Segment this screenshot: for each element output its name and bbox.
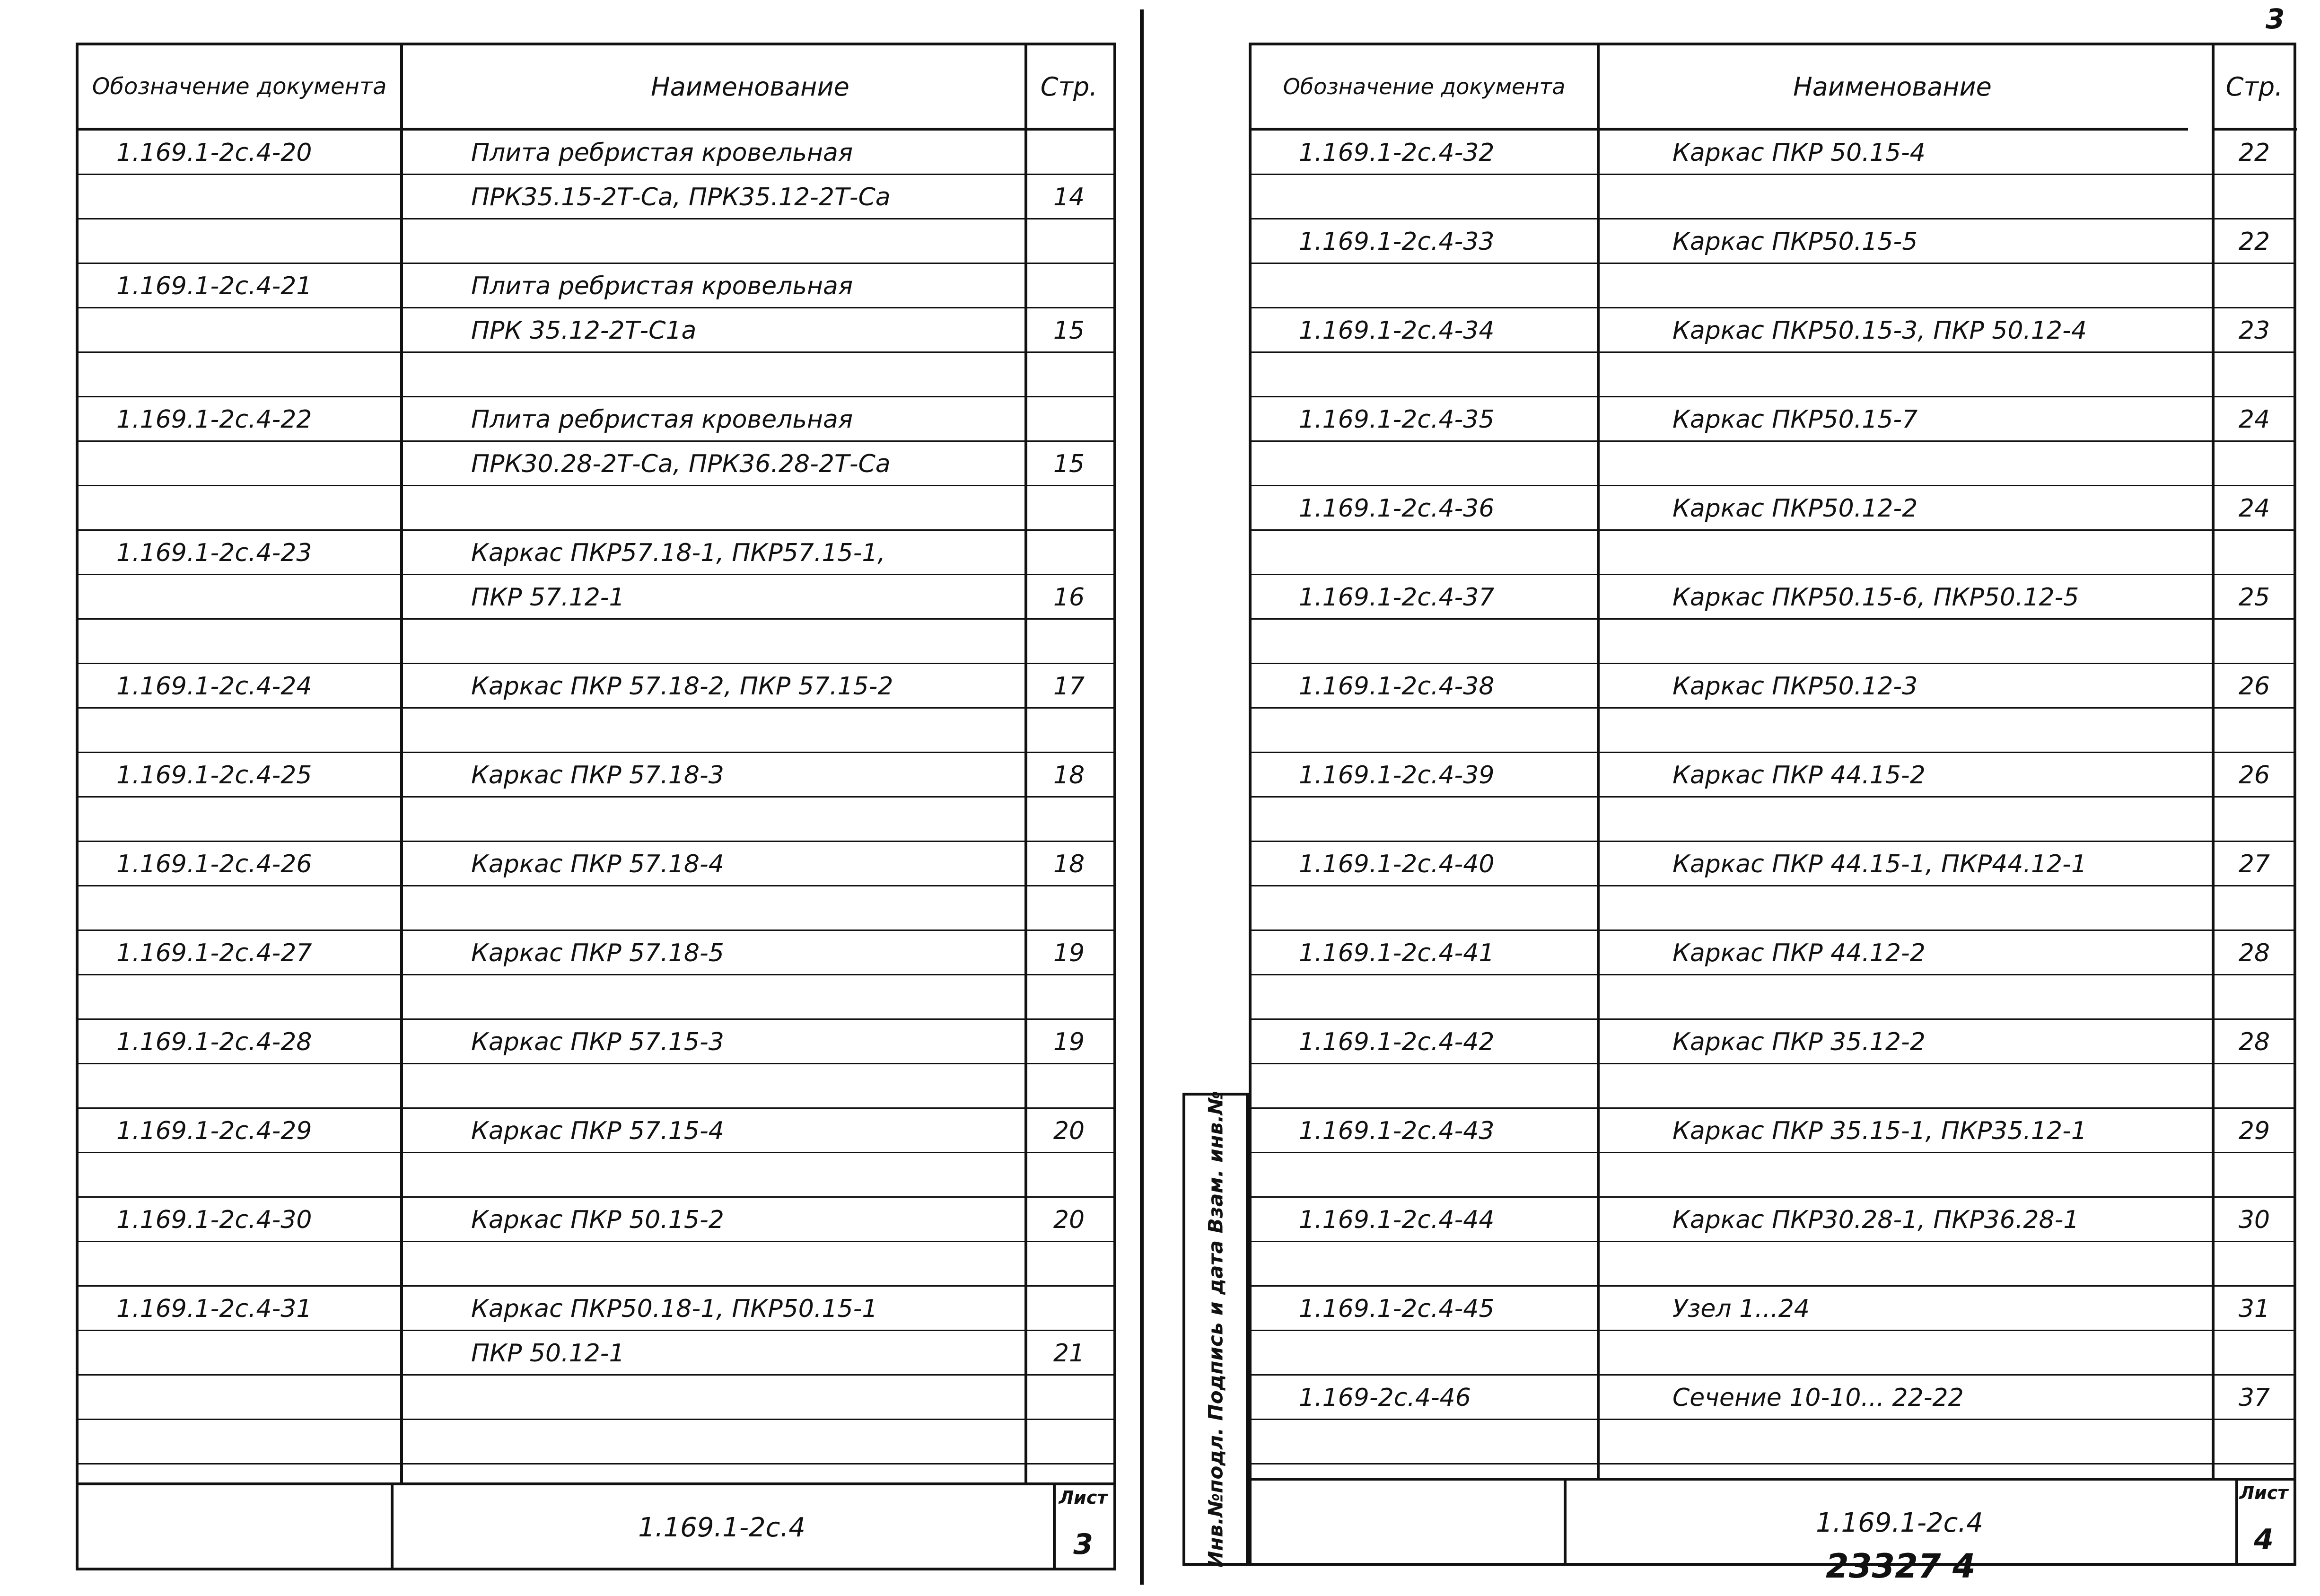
table-row bbox=[79, 575, 1113, 620]
table-row bbox=[79, 353, 1113, 397]
right-title-block bbox=[1252, 1478, 2294, 1563]
row-designation bbox=[1299, 264, 1592, 308]
row-page: 25 bbox=[2238, 583, 2270, 612]
row-page bbox=[2212, 886, 2297, 931]
archive-number: 23327 4 bbox=[1826, 1547, 1976, 1586]
row-name: Каркас ПКР 57.18-5 bbox=[471, 939, 724, 967]
table-row bbox=[79, 264, 1113, 308]
row-page bbox=[1024, 131, 1113, 175]
row-page bbox=[1024, 975, 1113, 1020]
row-designation: 1.169.1-2с.4-28 bbox=[116, 1028, 312, 1056]
row-designation bbox=[116, 1420, 410, 1464]
table-row bbox=[1252, 931, 2294, 975]
row-name: Каркас ПКР 44.12-2 bbox=[1672, 939, 1926, 967]
left-sheet bbox=[76, 43, 1116, 1570]
row-page: 28 bbox=[2238, 1028, 2270, 1056]
row-designation bbox=[116, 1331, 410, 1376]
row-name: Каркас ПКР50.12-2 bbox=[1672, 494, 1918, 523]
row-designation: 1.169.1-2с.4-29 bbox=[116, 1117, 312, 1145]
row-page bbox=[1024, 1420, 1113, 1464]
table-row bbox=[1252, 308, 2294, 353]
row-designation: 1.169.1-2с.4-20 bbox=[116, 139, 312, 167]
row-page: 26 bbox=[2238, 672, 2270, 701]
row-page bbox=[2212, 442, 2297, 486]
table-row bbox=[1252, 886, 2294, 931]
row-name bbox=[1672, 175, 2264, 219]
row-designation: 1.169.1-2с.4-39 bbox=[1299, 761, 1495, 789]
row-designation: 1.169.1-2с.4-43 bbox=[1299, 1117, 1495, 1145]
row-name: Каркас ПКР30.28-1, ПКР36.28-1 bbox=[1672, 1206, 2079, 1234]
header-name-right: Наименование bbox=[1597, 45, 2188, 131]
row-name: Каркас ПКР 44.15-1, ПКР44.12-1 bbox=[1672, 850, 2087, 878]
row-designation bbox=[1299, 353, 1592, 397]
row-page: 29 bbox=[2238, 1117, 2270, 1145]
row-page bbox=[2212, 1064, 2297, 1109]
row-designation bbox=[116, 308, 410, 353]
table-row bbox=[79, 1198, 1113, 1242]
row-page bbox=[1024, 353, 1113, 397]
row-designation: 1.169.1-2с.4-35 bbox=[1299, 405, 1495, 434]
row-designation: 1.169.1-2с.4-24 bbox=[116, 672, 312, 701]
table-row bbox=[79, 664, 1113, 709]
row-designation bbox=[116, 175, 410, 219]
header-page: Стр. bbox=[1024, 45, 1113, 131]
table-row bbox=[79, 620, 1113, 664]
row-page bbox=[2212, 1331, 2297, 1376]
row-designation: 1.169-2с.4-46 bbox=[1299, 1384, 1471, 1412]
table-row bbox=[79, 531, 1113, 575]
row-designation: 1.169.1-2с.4-26 bbox=[116, 850, 312, 878]
row-name: Каркас ПКР 57.18-3 bbox=[471, 761, 724, 789]
row-name: Каркас ПКР50.15-6, ПКР50.12-5 bbox=[1672, 583, 2079, 612]
row-designation bbox=[116, 219, 410, 264]
stamp-sheet-label: Лист bbox=[1059, 1487, 1108, 1508]
row-page bbox=[1024, 219, 1113, 264]
row-name bbox=[471, 886, 1062, 931]
row-designation bbox=[116, 709, 410, 753]
row-page bbox=[1024, 1242, 1113, 1287]
table-row bbox=[79, 1420, 1113, 1464]
row-name bbox=[1672, 1331, 2264, 1376]
row-designation: 1.169.1-2с.4-30 bbox=[116, 1206, 312, 1234]
row-name: Каркас ПКР 35.15-1, ПКР35.12-1 bbox=[1672, 1117, 2087, 1145]
row-name bbox=[1672, 1420, 2264, 1464]
row-name: Каркас ПКР50.15-7 bbox=[1672, 405, 1918, 434]
row-designation bbox=[1299, 1064, 1592, 1109]
table-row bbox=[79, 1020, 1113, 1064]
row-name: Каркас ПКР 44.15-2 bbox=[1672, 761, 1926, 789]
row-page bbox=[2212, 531, 2297, 575]
center-divider bbox=[1140, 9, 1144, 1585]
row-page bbox=[2212, 1153, 2297, 1198]
row-page bbox=[2212, 975, 2297, 1020]
table-row bbox=[1252, 531, 2294, 575]
row-page: 22 bbox=[2238, 228, 2270, 256]
row-designation bbox=[1299, 975, 1592, 1020]
table-row bbox=[1252, 1153, 2294, 1198]
row-page: 24 bbox=[2238, 494, 2270, 523]
row-page: 30 bbox=[2238, 1206, 2270, 1234]
table-row bbox=[79, 175, 1113, 219]
table-row bbox=[1252, 397, 2294, 442]
row-designation bbox=[116, 975, 410, 1020]
row-page: 19 bbox=[1053, 1028, 1085, 1056]
row-designation: 1.169.1-2с.4-34 bbox=[1299, 316, 1495, 345]
row-designation bbox=[1299, 886, 1592, 931]
row-name bbox=[1672, 442, 2264, 486]
row-page: 22 bbox=[2238, 139, 2270, 167]
row-page bbox=[1024, 620, 1113, 664]
table-row bbox=[1252, 575, 2294, 620]
table-row bbox=[79, 1153, 1113, 1198]
table-row bbox=[1252, 1109, 2294, 1153]
table-row bbox=[1252, 264, 2294, 308]
row-name: Каркас ПКР50.15-5 bbox=[1672, 228, 1918, 256]
row-page: 14 bbox=[1053, 183, 1085, 211]
table-row bbox=[79, 931, 1113, 975]
table-row bbox=[79, 308, 1113, 353]
row-name: Каркас ПКР50.15-3, ПКР 50.12-4 bbox=[1672, 316, 2087, 345]
row-designation bbox=[116, 575, 410, 620]
row-designation: 1.169.1-2с.4-31 bbox=[116, 1295, 312, 1323]
row-designation bbox=[116, 620, 410, 664]
header-name: Наименование bbox=[400, 45, 1100, 131]
header-designation-right: Обозначение документа bbox=[1252, 45, 1597, 131]
row-designation bbox=[116, 1242, 410, 1287]
table-row bbox=[79, 486, 1113, 531]
table-row bbox=[79, 753, 1113, 798]
row-designation: 1.169.1-2с.4-42 bbox=[1299, 1028, 1495, 1056]
row-designation bbox=[116, 353, 410, 397]
row-designation: 1.169.1-2с.4-41 bbox=[1299, 939, 1495, 967]
row-name: Каркас ПКР 50.15-2 bbox=[471, 1206, 724, 1234]
row-designation: 1.169.1-2с.4-44 bbox=[1299, 1206, 1495, 1234]
row-page: 19 bbox=[1053, 939, 1085, 967]
row-designation: 1.169.1-2с.4-45 bbox=[1299, 1295, 1495, 1323]
table-row bbox=[1252, 842, 2294, 886]
row-name bbox=[471, 486, 1062, 531]
row-name: ПРК35.15-2Т-Са, ПРК35.12-2Т-Са bbox=[471, 183, 891, 211]
table-row bbox=[79, 1287, 1113, 1331]
row-name bbox=[471, 1376, 1062, 1420]
row-page: 15 bbox=[1053, 450, 1085, 478]
row-page bbox=[2212, 620, 2297, 664]
table-row bbox=[79, 1331, 1113, 1376]
row-name: Плита ребристая кровельная bbox=[471, 405, 853, 434]
row-name bbox=[1672, 264, 2264, 308]
table-row bbox=[1252, 353, 2294, 397]
row-designation: 1.169.1-2с.4-32 bbox=[1299, 139, 1495, 167]
row-designation: 1.169.1-2с.4-22 bbox=[116, 405, 312, 434]
row-name bbox=[471, 798, 1062, 842]
row-page: 16 bbox=[1053, 583, 1085, 612]
table-row bbox=[79, 1109, 1113, 1153]
stamp-sheet-number: 3 bbox=[1073, 1528, 1093, 1561]
row-designation bbox=[1299, 798, 1592, 842]
row-designation: 1.169.1-2с.4-25 bbox=[116, 761, 312, 789]
table-row bbox=[79, 397, 1113, 442]
row-name: Плита ребристая кровельная bbox=[471, 272, 853, 300]
row-page: 26 bbox=[2238, 761, 2270, 789]
row-designation bbox=[116, 886, 410, 931]
row-name bbox=[1672, 886, 2264, 931]
row-designation bbox=[1299, 620, 1592, 664]
row-page bbox=[1024, 1153, 1113, 1198]
row-name bbox=[471, 1153, 1062, 1198]
table-row bbox=[1252, 1198, 2294, 1242]
row-name bbox=[1672, 1242, 2264, 1287]
row-name bbox=[471, 1064, 1062, 1109]
right-sheet bbox=[1249, 43, 2296, 1566]
header-designation: Обозначение документа bbox=[79, 45, 400, 131]
table-row bbox=[79, 975, 1113, 1020]
row-page bbox=[1024, 1064, 1113, 1109]
row-designation: 1.169.1-2с.4-40 bbox=[1299, 850, 1495, 878]
table-row bbox=[1252, 1287, 2294, 1331]
row-page bbox=[2212, 353, 2297, 397]
table-row bbox=[1252, 1420, 2294, 1464]
table-row bbox=[1252, 175, 2294, 219]
row-page: 20 bbox=[1053, 1206, 1085, 1234]
row-page bbox=[1024, 709, 1113, 753]
row-page: 27 bbox=[2238, 850, 2270, 878]
row-page bbox=[2212, 1420, 2297, 1464]
table-row bbox=[1252, 1064, 2294, 1109]
side-stamp-text: Инв.№подл. Подпись и дата Взам. инв.№ bbox=[1204, 1091, 1227, 1568]
row-page: 21 bbox=[1053, 1339, 1085, 1368]
table-row bbox=[79, 1242, 1113, 1287]
table-row bbox=[79, 1376, 1113, 1420]
row-page bbox=[2212, 264, 2297, 308]
table-row bbox=[1252, 798, 2294, 842]
row-name bbox=[471, 620, 1062, 664]
row-name bbox=[1672, 620, 2264, 664]
row-name: ПРК 35.12-2Т-С1а bbox=[471, 316, 697, 345]
row-page bbox=[1024, 1376, 1113, 1420]
row-designation bbox=[116, 486, 410, 531]
row-name: ПКР 57.12-1 bbox=[471, 583, 625, 612]
row-name: Сечение 10-10... 22-22 bbox=[1672, 1384, 1964, 1412]
row-designation bbox=[116, 442, 410, 486]
row-designation bbox=[1299, 1153, 1592, 1198]
row-page: 23 bbox=[2238, 316, 2270, 345]
row-name: Плита ребристая кровельная bbox=[471, 139, 853, 167]
row-page: 17 bbox=[1053, 672, 1085, 701]
stamp-code: 1.169.1-2с.4 bbox=[638, 1512, 805, 1543]
table-row bbox=[1252, 709, 2294, 753]
row-designation bbox=[1299, 531, 1592, 575]
row-name bbox=[471, 1242, 1062, 1287]
row-designation: 1.169.1-2с.4-27 bbox=[116, 939, 312, 967]
row-name bbox=[1672, 531, 2264, 575]
row-name bbox=[1672, 709, 2264, 753]
row-name bbox=[1672, 798, 2264, 842]
row-designation bbox=[1299, 1331, 1592, 1376]
row-page bbox=[2212, 1242, 2297, 1287]
row-name bbox=[471, 975, 1062, 1020]
row-name: ПКР 50.12-1 bbox=[471, 1339, 625, 1368]
row-page bbox=[2212, 175, 2297, 219]
row-designation: 1.169.1-2с.4-38 bbox=[1299, 672, 1495, 701]
row-name: Каркас ПКР 35.12-2 bbox=[1672, 1028, 1926, 1056]
table-row bbox=[79, 798, 1113, 842]
table-row bbox=[79, 219, 1113, 264]
row-name bbox=[1672, 1064, 2264, 1109]
table-row bbox=[1252, 1020, 2294, 1064]
row-page bbox=[2212, 798, 2297, 842]
row-name bbox=[1672, 353, 2264, 397]
stamp-code-right: 1.169.1-2с.4 bbox=[1816, 1508, 1983, 1538]
row-page bbox=[1024, 264, 1113, 308]
row-name bbox=[471, 353, 1062, 397]
row-name bbox=[471, 219, 1062, 264]
page-number: 3 bbox=[2266, 3, 2285, 35]
row-page: 31 bbox=[2238, 1295, 2270, 1323]
table-row bbox=[79, 442, 1113, 486]
row-name: Каркас ПКР57.18-1, ПКР57.15-1, bbox=[471, 539, 885, 567]
row-name: Каркас ПКР 57.18-4 bbox=[471, 850, 724, 878]
row-designation bbox=[116, 1153, 410, 1198]
row-name: ПРК30.28-2Т-Са, ПРК36.28-2Т-Са bbox=[471, 450, 891, 478]
row-designation: 1.169.1-2с.4-36 bbox=[1299, 494, 1495, 523]
row-designation: 1.169.1-2с.4-33 bbox=[1299, 228, 1495, 256]
table-row bbox=[1252, 620, 2294, 664]
row-page: 15 bbox=[1053, 316, 1085, 345]
table-row bbox=[79, 131, 1113, 175]
row-name: Каркас ПКР 57.15-3 bbox=[471, 1028, 724, 1056]
row-name bbox=[1672, 1153, 2264, 1198]
row-page: 18 bbox=[1053, 761, 1085, 789]
row-designation: 1.169.1-2с.4-23 bbox=[116, 539, 312, 567]
row-name: Каркас ПКР 57.15-4 bbox=[471, 1117, 724, 1145]
row-name: Узел 1...24 bbox=[1672, 1295, 1810, 1323]
table-row bbox=[1252, 219, 2294, 264]
left-title-block bbox=[79, 1482, 1113, 1568]
row-name: Каркас ПКР 50.15-4 bbox=[1672, 139, 1926, 167]
table-row bbox=[1252, 1242, 2294, 1287]
row-name: Каркас ПКР50.18-1, ПКР50.15-1 bbox=[471, 1295, 878, 1323]
row-page bbox=[1024, 397, 1113, 442]
row-page: 28 bbox=[2238, 939, 2270, 967]
row-name bbox=[1672, 975, 2264, 1020]
table-row bbox=[79, 886, 1113, 931]
row-page bbox=[1024, 1287, 1113, 1331]
row-designation bbox=[116, 798, 410, 842]
row-page: 37 bbox=[2238, 1384, 2270, 1412]
table-row bbox=[79, 1064, 1113, 1109]
row-page bbox=[1024, 486, 1113, 531]
row-designation bbox=[1299, 175, 1592, 219]
row-designation bbox=[116, 1064, 410, 1109]
row-name bbox=[471, 709, 1062, 753]
side-stamp bbox=[1182, 1093, 1249, 1566]
row-page bbox=[1024, 886, 1113, 931]
row-page: 24 bbox=[2238, 405, 2270, 434]
table-row bbox=[1252, 975, 2294, 1020]
stamp-sheet-number-right: 4 bbox=[2254, 1523, 2274, 1556]
table-row bbox=[1252, 131, 2294, 175]
table-row bbox=[79, 709, 1113, 753]
row-page: 20 bbox=[1053, 1117, 1085, 1145]
table-row bbox=[1252, 1331, 2294, 1376]
table-row bbox=[1252, 753, 2294, 798]
row-name bbox=[471, 1420, 1062, 1464]
row-designation bbox=[116, 1376, 410, 1420]
row-name: Каркас ПКР 57.18-2, ПКР 57.15-2 bbox=[471, 672, 893, 701]
row-designation: 1.169.1-2с.4-37 bbox=[1299, 583, 1495, 612]
row-designation bbox=[1299, 442, 1592, 486]
row-page: 18 bbox=[1053, 850, 1085, 878]
table-row bbox=[1252, 442, 2294, 486]
header-page-right: Стр. bbox=[2212, 45, 2297, 131]
row-designation bbox=[1299, 1242, 1592, 1287]
table-row bbox=[1252, 664, 2294, 709]
row-designation bbox=[1299, 1420, 1592, 1464]
row-name: Каркас ПКР50.12-3 bbox=[1672, 672, 1918, 701]
row-designation: 1.169.1-2с.4-21 bbox=[116, 272, 312, 300]
row-page bbox=[2212, 709, 2297, 753]
table-row bbox=[1252, 486, 2294, 531]
row-designation bbox=[1299, 709, 1592, 753]
row-page bbox=[1024, 531, 1113, 575]
table-row bbox=[1252, 1376, 2294, 1420]
row-page bbox=[1024, 798, 1113, 842]
stamp-sheet-label-right: Лист bbox=[2239, 1482, 2288, 1503]
table-row bbox=[79, 842, 1113, 886]
